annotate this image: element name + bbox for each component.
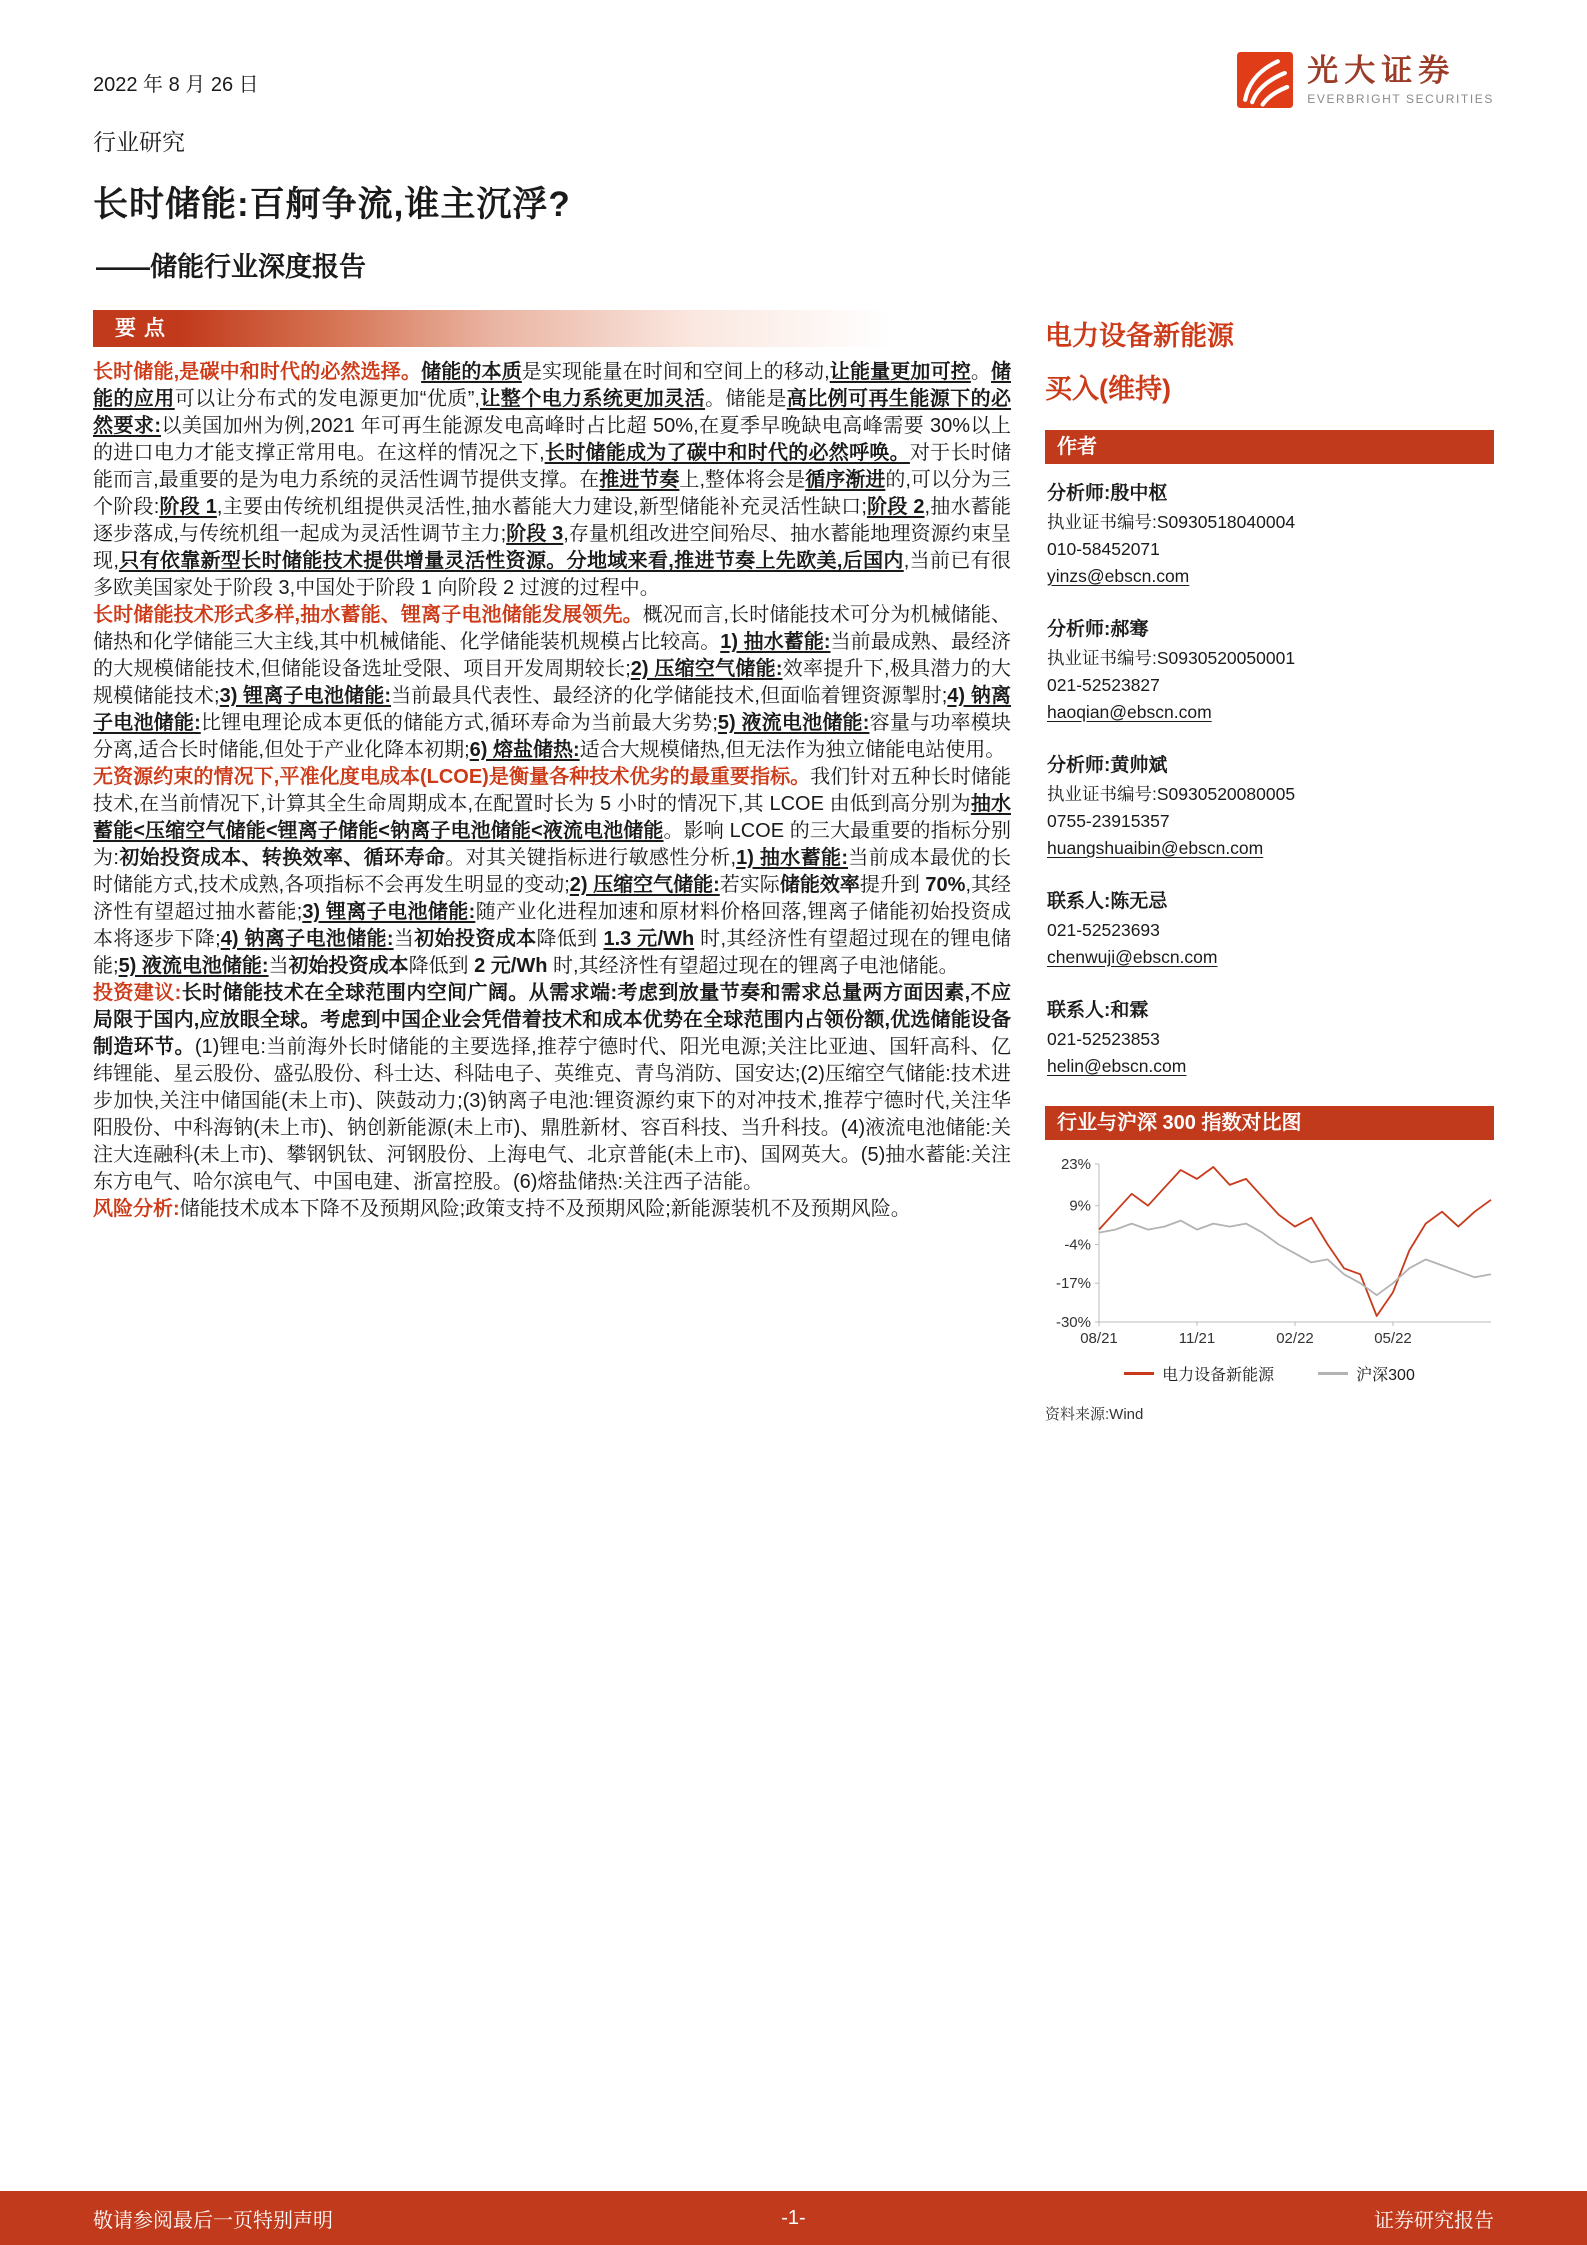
page-footer	[0, 2191, 1587, 2245]
page-number: -1-	[781, 2206, 806, 2229]
svg-text:-4%: -4%	[1064, 1236, 1091, 1254]
author-name: 分析师:黄帅斌	[1047, 755, 1168, 776]
authors-list	[1045, 480, 1494, 1080]
author-name: 联系人:陈无忌	[1047, 891, 1168, 912]
author-detail: 0755-23915357	[1047, 811, 1170, 831]
footer-disclaimer: 敬请参阅最后一页特别声明	[93, 2209, 333, 2232]
legend-item	[1124, 1362, 1274, 1385]
brand-name-en: EVERBRIGHT SECURITIES	[1307, 91, 1494, 106]
author-email-link[interactable]: chenwuji@ebscn.com	[1047, 947, 1218, 967]
comparison-chart-svg	[1045, 1154, 1497, 1352]
sidebar	[1045, 310, 1494, 1424]
key-points-banner	[93, 310, 1011, 347]
authors-header-bar: 作者	[1045, 430, 1494, 464]
summary-paragraph: 长时储能,是碳中和时代的必然选择。储能的本质是实现能量在时间和空间上的移动,让能量更加可控。储能的应用可以让分布式的发电源更加“优质”,让整个电力系统更加灵活。储能是高比例可再生能源下的必然要求:以美国加州为例,2021 年可再生能源发电高峰时占比超 50%,在夏季早晚缺电高峰需要 30%以上的进口电力才能支撑正常用电。在这样的情况之下,长时储能成为了碳中和时代的必然呼唤。对于长时储能而言,最重要的是为电力系统的灵活性调节提供支撑。在推进节奏上,整体将会是循序渐进的,可以分为三个阶段:阶段 1,主要由传统机组提供灵活性,抽水蓄能大力建设,新型储能补充灵活性缺口;阶段 2,抽水蓄能逐步落成,与传统机组一起成为灵活性调节主力;阶段 3,存量机组改进空间殆尽、抽水蓄能地理资源约束呈现,只有依靠新型长时储能技术提供增量灵活性资源。分地域来看,推进节奏上先欧美,后国内,当前已有很多欧美国家处于阶段 3,中国处于阶段 1 向阶段 2 过渡的过程中。	[93, 361, 1012, 599]
main-content	[93, 310, 1494, 1424]
report-date: 2022 年 8 月 26 日	[93, 74, 259, 96]
brand-logo	[1237, 52, 1494, 108]
key-points-label: 要点	[115, 317, 173, 340]
industry-name: 电力设备新能源	[1045, 321, 1234, 351]
author-block	[1047, 480, 1494, 590]
summary-paragraphs	[93, 359, 1011, 1223]
everbright-logo-icon	[1237, 52, 1293, 108]
chart-header-bar: 行业与沪深 300 指数对比图	[1045, 1106, 1494, 1140]
author-email-link[interactable]: helin@ebscn.com	[1047, 1056, 1187, 1076]
author-detail: 执业证书编号:S0930520080005	[1047, 784, 1296, 804]
author-name: 分析师:郝骞	[1047, 619, 1149, 640]
author-detail: 021-52523827	[1047, 675, 1160, 695]
svg-text:08/21: 08/21	[1080, 1330, 1118, 1347]
report-subtitle: ——储能行业深度报告	[96, 252, 366, 282]
author-detail: 021-52523853	[1047, 1029, 1160, 1049]
svg-text:-17%: -17%	[1055, 1275, 1091, 1293]
report-title: 长时储能:百舸争流,谁主沉浮?	[93, 185, 571, 224]
svg-text:23%: 23%	[1060, 1156, 1091, 1173]
author-detail: 执业证书编号:S0930520050001	[1047, 648, 1296, 668]
svg-text:-30%: -30%	[1055, 1314, 1091, 1331]
legend-label: 电力设备新能源	[1162, 1367, 1275, 1384]
author-name: 分析师:殷中枢	[1047, 483, 1168, 504]
report-category: 行业研究	[93, 129, 185, 155]
brand-name: 光大证券	[1307, 53, 1456, 89]
svg-text:11/21: 11/21	[1178, 1330, 1216, 1347]
author-detail: 021-52523693	[1047, 920, 1160, 940]
legend-item	[1318, 1362, 1415, 1385]
footer-doc-type: 证券研究报告	[1374, 2209, 1494, 2232]
summary-paragraph: 无资源约束的情况下,平准化度电成本(LCOE)是衡量各种技术优劣的最重要指标。我们针对五种长时储能技术,在当前情况下,计算其全生命周期成本,在配置时长为 5 小时的情况下,其 LCOE 由低到高分别为抽水蓄能<压缩空气储能<锂离子储能<钠离子电池储能<液流电池储能。影响 LCOE 的三大最重要的指标分别为:初始投资成本、转换效率、循环寿命。对其关键指标进行敏感性分析,1) 抽水蓄能:当前成本最优的长时储能方式,技术成熟,各项指标不会再发生明显的变动;2) 压缩空气储能:若实际储能效率提升到 70%,其经济性有望超过抽水蓄能;3) 锂离子电池储能:随产业化进程加速和原材料价格回落,锂离子储能初始投资成本将逐步下降;4) 钠离子电池储能:当初始投资成本降低到 1.3 元/Wh 时,其经济性有望超过现在的锂电储能;5) 液流电池储能:当初始投资成本降低到 2 元/Wh 时,其经济性有望超过现在的锂离子电池储能。	[93, 766, 1012, 977]
rating-badge: 买入(维持)	[1045, 374, 1171, 404]
author-detail: 执业证书编号:S0930518040004	[1047, 512, 1296, 532]
author-email-link[interactable]: haoqian@ebscn.com	[1047, 702, 1212, 722]
author-email-link[interactable]: yinzs@ebscn.com	[1047, 566, 1190, 586]
author-block	[1047, 752, 1494, 862]
author-block	[1047, 616, 1494, 726]
legend-label: 沪深300	[1356, 1367, 1415, 1384]
author-detail: 010-58452071	[1047, 539, 1160, 559]
svg-text:02/22: 02/22	[1276, 1330, 1314, 1347]
summary-paragraph: 长时储能技术形式多样,抽水蓄能、锂离子电池储能发展领先。概况而言,长时储能技术可分为机械储能、储热和化学储能三大主线,其中机械储能、化学储能装机规模占比较高。1) 抽水蓄能:当前最成熟、最经济的大规模储能技术,但储能设备选址受限、项目开发周期较长;2) 压缩空气储能:效率提升下,极具潜力的大规模储能技术;3) 锂离子电池储能:当前最具代表性、最经济的化学储能技术,但面临着锂资源掣肘;4) 钠离子电池储能:比锂电理论成本更低的储能方式,循环寿命为当前最大劣势;5) 液流电池储能:容量与功率模块分离,适合长时储能,但处于产业化降本初期;6) 熔盐储热:适合大规模储热,但无法作为独立储能电站使用。	[93, 604, 1012, 761]
chart-legend	[1045, 1362, 1494, 1385]
svg-text:05/22: 05/22	[1374, 1330, 1412, 1347]
chart-source: 资料来源:Wind	[1045, 1406, 1144, 1423]
author-block	[1047, 888, 1494, 971]
author-block	[1047, 997, 1494, 1080]
author-name: 联系人:和霖	[1047, 1000, 1149, 1021]
legend-line-swatch	[1124, 1372, 1154, 1375]
author-email-link[interactable]: huangshuaibin@ebscn.com	[1047, 838, 1264, 858]
summary-paragraph: 风险分析:储能技术成本下降不及预期风险;政策支持不及预期风险;新能源装机不及预期风险。	[93, 1198, 911, 1220]
svg-text:9%: 9%	[1069, 1197, 1091, 1215]
summary-column	[93, 310, 1011, 1223]
page-header	[0, 0, 1587, 108]
legend-line-swatch	[1318, 1372, 1348, 1375]
comparison-chart	[1045, 1154, 1494, 1424]
brand-logo-text	[1307, 53, 1494, 106]
summary-paragraph: 投资建议:长时储能技术在全球范围内空间广阔。从需求端:考虑到放量节奏和需求总量两方面因素,不应局限于国内,应放眼全球。考虑到中国企业会凭借着技术和成本优势在全球范围内占领份额,优选储能设备制造环节。(1)锂电:当前海外长时储能的主要选择,推荐宁德时代、阳光电源;关注比亚迪、国轩高科、亿纬锂能、星云股份、盛弘股份、科士达、科陆电子、英维克、青鸟消防、国安达;(2)压缩空气储能:技术进步加快,关注中储国能(未上市)、陕鼓动力;(3)钠离子电池:锂资源约束下的对冲技术,推荐宁德时代,关注华阳股份、中科海钠(未上市)、钠创新能源(未上市)、鼎胜新材、容百科技、当升科技。(4)液流电池储能:关注大连融科(未上市)、攀钢钒钛、河钢股份、上海电气、北京普能(未上市)、国网英大。(5)抽水蓄能:关注东方电气、哈尔滨电气、中国电建、浙富控股。(6)熔盐储热:关注西子洁能。	[93, 982, 1011, 1193]
